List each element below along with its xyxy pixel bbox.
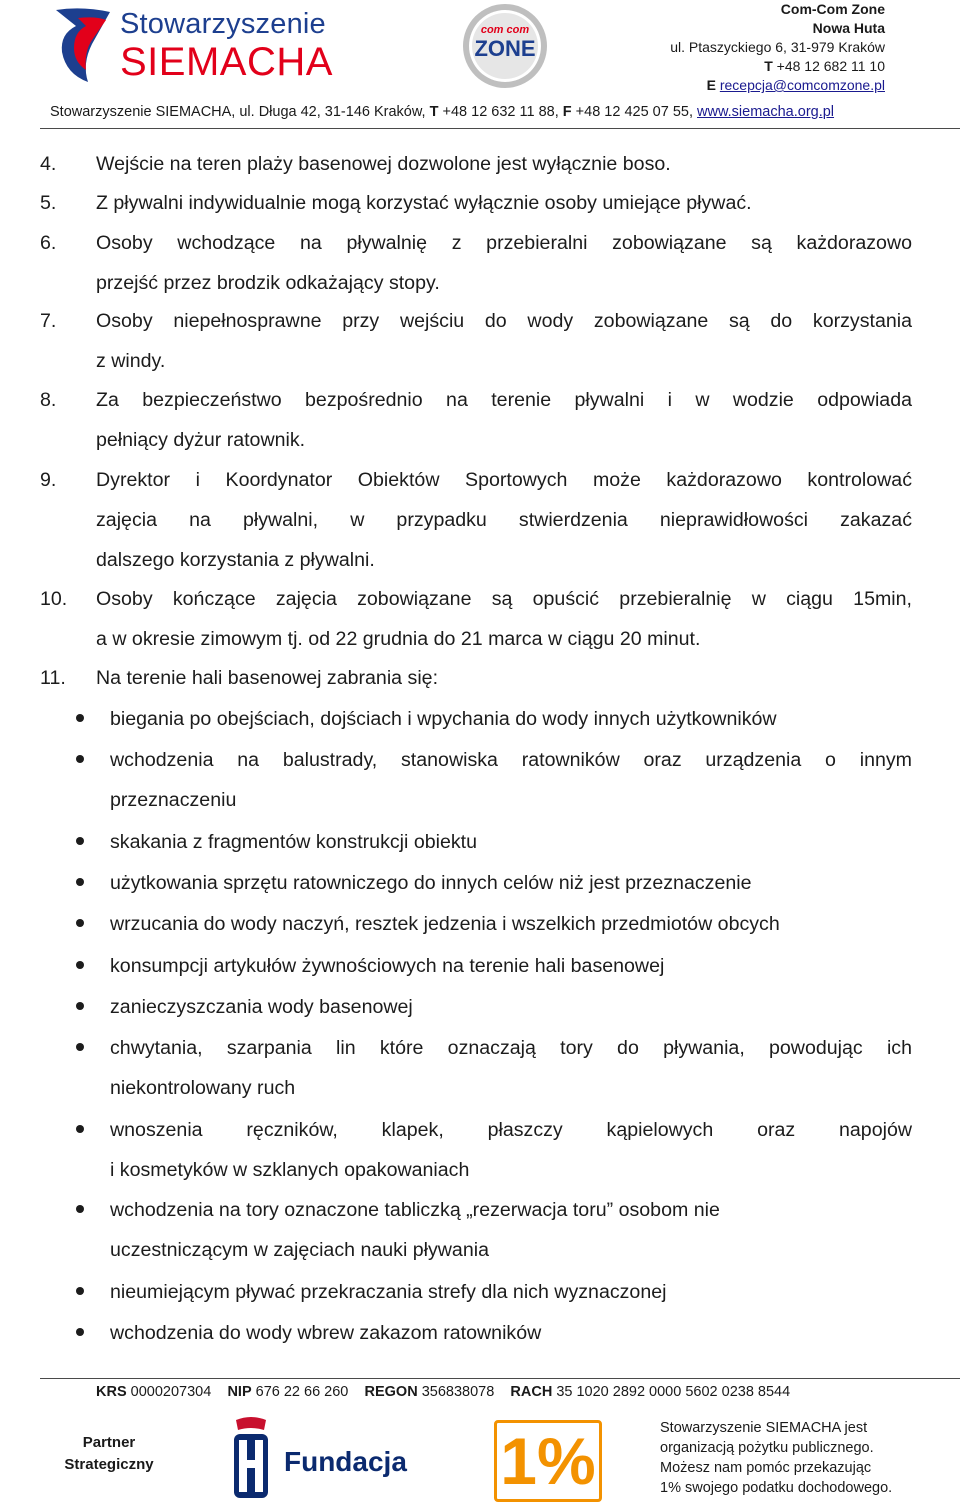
bullet-icon [76,919,84,927]
bullet-icon [76,714,84,722]
rule-text-line: zajęcia na pływalni, w przypadku stwierdzenia nieprawidłowości zakazać [96,509,912,531]
prohibition-item: skakania z fragmentów konstrukcji obiektu [76,822,912,862]
website-link[interactable]: www.siemacha.org.pl [697,104,835,120]
pko-fundacja-text: Fundacja [284,1446,407,1477]
rule-text: Z pływalni indywidualnie mogą korzystać wyłącznie osoby umiejące pływać. [96,192,752,214]
rule-text-line: Osoby wchodzące na pływalnię z przebieralni zobowiązane są każdorazowo [96,232,912,254]
rule-item-8: 8. Za bezpieczeństwo bezpośrednio na terenie pływalni i w wodzie odpowiada pełniący dyżur ratownik. [40,380,912,460]
pko-fundacja-logo [226,1416,407,1502]
zone-logo-bottom: ZONE [474,36,536,61]
bullet-icon [76,1002,84,1010]
rule-text-line: Osoby kończące zajęcia zobowiązane są opuścić przebieralnię w ciągu 15min, [96,588,912,610]
address-fax: +48 12 425 07 55, [575,104,693,120]
rule-text-line: dalszego korzystania z pływalni. [96,549,375,571]
contact-name: Com-Com Zone [780,1,885,17]
comcomzone-logo [450,2,560,90]
rule-item-11: 11. Na terenie hali basenowej zabrania się: [40,658,912,698]
rule-text-line: pełniący dyżur ratownik. [96,429,306,451]
rule-text-line: z windy. [96,350,166,372]
bullet-icon [76,1043,84,1051]
prohibition-item: wchodzenia na tory oznaczone tabliczką „rezerwacja toru” osobom nie uczestniczącym w zajęciach nauki pływania [76,1190,912,1270]
bank-account: 35 1020 2892 0000 5602 0238 8544 [556,1384,791,1400]
one-percent-logo [494,1420,606,1506]
prohibition-item: wchodzenia do wody wbrew zakazom ratowników [76,1313,912,1353]
siemacha-emblem-icon [48,4,118,86]
rule-text-line: Za bezpieczeństwo bezpośrednio na terenie pływalni i w wodzie odpowiada [96,389,912,411]
rule-text-line: a w okresie zimowym tj. od 22 grudnia do 21 marca w ciągu 20 minut. [96,628,701,650]
contact-phone-row: T +48 12 682 11 10 [764,58,885,74]
prohibition-item: wnoszenia ręczników, klapek, płaszczy kąpielowych oraz napojów i kosmetyków w szklanych opakowaniach [76,1110,912,1190]
header-divider [40,128,960,129]
prohibition-item: wrzucania do wody naczyń, resztek jedzenia i wszelkich przedmiotów obcych [76,904,912,944]
bullet-icon [76,1287,84,1295]
address-bar: Stowarzyszenie SIEMACHA, ul. Długa 42, 31-146 Kraków, T +48 12 632 11 88, F +48 12 425 07 55, www.siemacha.org.pl [50,104,835,120]
bullet-icon [76,755,84,763]
address-org: Stowarzyszenie SIEMACHA, ul. Długa 42, 31-146 Kraków, [50,104,426,120]
bullet-icon [76,878,84,886]
prohibition-item: chwytania, szarpania lin które oznaczają tory do pływania, powodując ich niekontrolowany ruch [76,1028,912,1108]
regon-number: 356838078 [421,1384,495,1400]
prohibition-item: nieumiejącym pływać przekraczania strefy dla nich wyznaczonej [76,1272,912,1312]
logo-line-1: Stowarzyszenie [120,8,326,40]
contact-phone: +48 12 682 11 10 [776,58,885,74]
rule-text-line: przejść przez brodzik odkażający stopy. [96,272,440,294]
strategic-partner-label: Partner Strategiczny [64,1434,154,1473]
prohibition-item: konsumpcji artykułów żywnościowych na terenie hali basenowej [76,946,912,986]
logo-line-2: SIEMACHA [120,40,333,84]
rule-text: Na terenie hali basenowej zabrania się: [96,667,439,689]
prohibition-item: użytkowania sprzętu ratowniczego do innych celów niż jest przeznaczenie [76,863,912,903]
rule-text-line: Dyrektor i Koordynator Obiektów Sportowych może każdorazowo kontrolować [96,469,912,491]
prohibition-item: zanieczyszczania wody basenowej [76,987,912,1027]
contact-address: ul. Ptaszyckiego 6, 31-979 Kraków [670,39,885,55]
nip-number: 676 22 66 260 [255,1384,349,1400]
footer-divider [40,1378,960,1379]
zone-logo-top: com com [480,24,530,36]
contact-email-row: E recepcja@comcomzone.pl [706,77,885,93]
rule-item-9: 9. Dyrektor i Koordynator Obiektów Sportowych może każdorazowo kontrolować zajęcia na pływalni, w przypadku stwierdzenia nieprawidłowości zakazać dalszego korzystania z pływalni. [40,460,912,580]
bullet-icon [76,1125,84,1133]
pko-emblem-icon [226,1416,276,1502]
contact-district: Nowa Huta [812,20,885,36]
contact-email-link[interactable]: recepcja@comcomzone.pl [719,77,885,93]
prohibition-item: wchodzenia na balustrady, stanowiska ratowników oraz urządzenia o innym przeznaczeniu [76,740,912,820]
rule-item-6: 6. Osoby wchodzące na pływalnię z przebieralni zobowiązane są każdorazowo przejść przez brodzik odkażający stopy. [40,223,912,303]
bullet-icon [76,1205,84,1213]
opp-support-text: Stowarzyszenie SIEMACHA jest organizacją pożytku publicznego. Możesz nam pomóc przekazując 1% swojego podatku dochodowego. [660,1420,893,1496]
rule-text: Wejście na teren plaży basenowej dozwolone jest wyłącznie boso. [96,153,671,175]
bullet-icon [76,961,84,969]
contact-block [670,0,885,95]
bullet-icon [76,837,84,845]
rule-item-4: 4. Wejście na teren plaży basenowej dozwolone jest wyłącznie boso. [40,144,912,184]
registration-info: KRS 0000207304 NIP 676 22 66 260 REGON 356838078 RACH 35 1020 2892 0000 5602 0238 8544 [96,1384,791,1400]
one-percent-text: 1% [500,1424,596,1498]
rule-item-7: 7. Osoby niepełnosprawne przy wejściu do wody zobowiązane są do korzystania z windy. [40,301,912,381]
address-phone: +48 12 632 11 88, [442,104,559,120]
rule-item-10: 10. Osoby kończące zajęcia zobowiązane są opuścić przebieralnię w ciągu 15min, a w okresie zimowym tj. od 22 grudnia do 21 marca w ciągu 20 minut. [40,579,912,659]
krs-number: 0000207304 [130,1384,212,1400]
rule-text-line: Osoby niepełnosprawne przy wejściu do wody zobowiązane są do korzystania [96,310,912,332]
bullet-icon [76,1328,84,1336]
prohibition-item: biegania po obejściach, dojściach i wpychania do wody innych użytkowników [76,699,912,739]
rule-item-5: 5. Z pływalni indywidualnie mogą korzystać wyłącznie osoby umiejące pływać. [40,183,912,223]
